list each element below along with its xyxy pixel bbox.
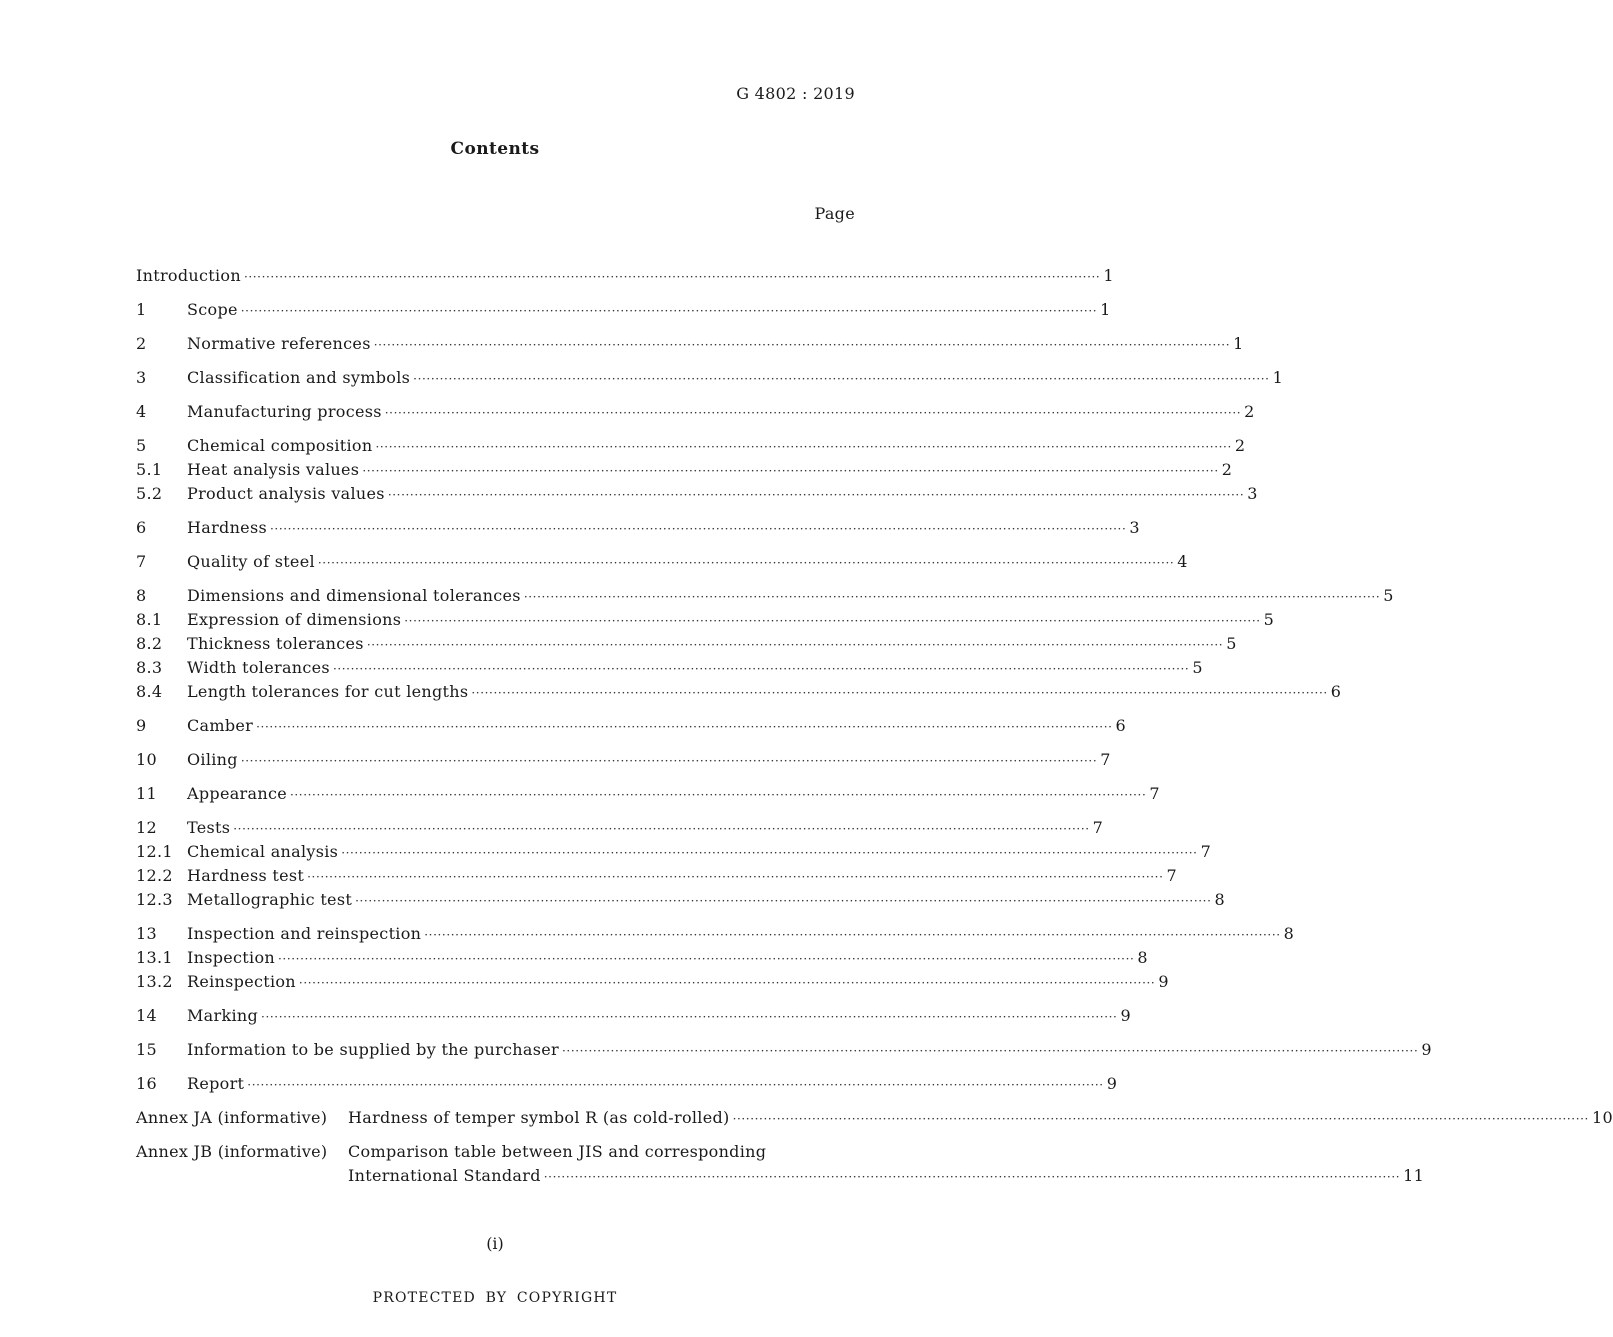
- toc-entry-page: 1: [1233, 334, 1244, 353]
- toc-entry-title: Quality of steel: [187, 552, 315, 571]
- dot-leader: [413, 368, 1269, 389]
- toc-entry[interactable]: [136, 402, 1255, 426]
- toc-entry-page: 9: [1158, 972, 1169, 991]
- toc-entry-number: 8.1: [136, 610, 163, 629]
- toc-entry-title: Tests: [187, 818, 231, 837]
- toc-entry[interactable]: [136, 972, 1169, 996]
- toc-entry-page: 6: [1115, 716, 1127, 735]
- toc-entry[interactable]: [136, 842, 1212, 866]
- toc-entry-page: 7: [1166, 866, 1177, 885]
- toc-entry-number: 13: [136, 924, 157, 943]
- page-folio: (i): [486, 1234, 504, 1253]
- dot-leader: [307, 866, 1163, 887]
- toc-entry-title: Appearance: [187, 784, 287, 803]
- dot-leader: [261, 1006, 1117, 1027]
- dot-leader: [544, 1166, 1400, 1187]
- toc-entry-number: 16: [136, 1074, 157, 1093]
- toc-entry-title: Inspection and reinspection: [187, 924, 422, 943]
- toc-entry-title: Dimensions and dimensional tolerances: [187, 586, 521, 605]
- toc-entry[interactable]: [136, 1074, 1118, 1098]
- table-of-contents: [136, 266, 1613, 1190]
- toc-entry-page: 3: [1247, 484, 1258, 503]
- toc-entry-number: 5.2: [136, 484, 163, 503]
- toc-entry-page: 2: [1234, 436, 1246, 455]
- toc-annex-entry[interactable]: [136, 1142, 1425, 1190]
- annex-title-line: Hardness of temper symbol R (as cold-rolled): [348, 1108, 730, 1127]
- toc-entry[interactable]: [136, 784, 1160, 808]
- toc-entry-page: 7: [1092, 818, 1104, 837]
- toc-entry-page: 7: [1200, 842, 1212, 861]
- toc-entry[interactable]: [136, 948, 1148, 972]
- toc-entry-page: 7: [1100, 750, 1111, 769]
- toc-entry[interactable]: [136, 924, 1295, 948]
- dot-leader: [733, 1108, 1589, 1129]
- toc-entry-number: 9: [136, 716, 147, 735]
- standard-number: G 4802 : 2019: [736, 84, 855, 103]
- toc-entry[interactable]: [136, 1040, 1432, 1064]
- toc-entry-number: 14: [136, 1006, 157, 1025]
- toc-entry-page: 9: [1120, 1006, 1131, 1025]
- toc-entry-page: 5: [1192, 658, 1203, 677]
- annex-title-line: International Standard: [348, 1166, 541, 1185]
- toc-entry-number: 12.3: [136, 890, 173, 909]
- dot-leader: [562, 1040, 1418, 1061]
- dot-leader: [278, 948, 1134, 969]
- toc-entry-title: Metallographic test: [187, 890, 353, 909]
- copyright-notice: PROTECTED BY COPYRIGHT: [372, 1290, 618, 1306]
- annex-page: 11: [1403, 1166, 1425, 1185]
- toc-entry-title: Heat analysis values: [187, 460, 360, 479]
- toc-entry-number: 5.1: [136, 460, 163, 479]
- toc-entry-number: 5: [136, 436, 147, 455]
- toc-entry[interactable]: [136, 552, 1188, 576]
- toc-entry-title: Camber: [187, 716, 254, 735]
- toc-entry-title: Inspection: [187, 948, 275, 967]
- toc-entry[interactable]: [136, 750, 1111, 774]
- toc-entry-number: 12.1: [136, 842, 173, 861]
- toc-entry-number: 15: [136, 1040, 157, 1059]
- dot-leader: [385, 402, 1241, 423]
- dot-leader: [388, 484, 1244, 505]
- toc-entry-page: 9: [1106, 1074, 1118, 1093]
- dot-leader: [270, 518, 1126, 539]
- toc-entry-page: 2: [1244, 402, 1255, 421]
- toc-entry-title: Introduction: [136, 266, 241, 285]
- toc-entry-number: 10: [136, 750, 157, 769]
- toc-entry-number: 2: [136, 334, 147, 353]
- toc-entry-number: 12: [136, 818, 157, 837]
- toc-entry[interactable]: [136, 300, 1111, 324]
- toc-entry-number: 4: [136, 402, 147, 421]
- toc-entry[interactable]: [136, 866, 1177, 890]
- toc-entry[interactable]: [136, 682, 1342, 706]
- toc-entry-number: 13.2: [136, 972, 173, 991]
- toc-entry[interactable]: [136, 368, 1284, 392]
- toc-entry-number: 6: [136, 518, 147, 537]
- toc-entry-title: Classification and symbols: [187, 368, 411, 387]
- toc-entry-number: 7: [136, 552, 147, 571]
- dot-leader: [241, 750, 1097, 771]
- toc-entry[interactable]: [136, 484, 1258, 508]
- toc-entry-number: 8: [136, 586, 147, 605]
- toc-entry-title: Product analysis values: [187, 484, 385, 503]
- page-column-label: Page: [814, 204, 855, 223]
- page-title: Contents: [450, 139, 540, 159]
- toc-entry-title: Oiling: [187, 750, 238, 769]
- toc-entry-title: Normative references: [187, 334, 371, 353]
- toc-entry-title: Hardness: [187, 518, 267, 537]
- dot-leader: [374, 334, 1230, 355]
- toc-entry[interactable]: [136, 1006, 1131, 1030]
- dot-leader: [355, 890, 1211, 911]
- toc-entry-number: 3: [136, 368, 147, 387]
- toc-entry[interactable]: [136, 658, 1203, 682]
- toc-entry-title: Manufacturing process: [187, 402, 382, 421]
- dot-leader: [524, 586, 1380, 607]
- dot-leader: [299, 972, 1155, 993]
- annex-name: Annex JA (informative): [136, 1108, 328, 1127]
- toc-entry[interactable]: [136, 610, 1275, 634]
- dot-leader: [471, 682, 1327, 703]
- toc-entry-number: 8.3: [136, 658, 163, 677]
- toc-entry-title: Thickness tolerances: [187, 634, 364, 653]
- toc-entry[interactable]: [136, 460, 1233, 484]
- toc-entry-page: 2: [1221, 460, 1233, 479]
- toc-entry[interactable]: [136, 716, 1127, 740]
- annex-name: Annex JB (informative): [136, 1142, 328, 1161]
- toc-entry-title: Report: [187, 1074, 245, 1093]
- dot-leader: [256, 716, 1112, 737]
- toc-entry-number: 8.4: [136, 682, 163, 701]
- toc-entry-number: 1: [136, 300, 147, 319]
- toc-entry-title: Length tolerances for cut lengths: [187, 682, 469, 701]
- toc-entry-title: Scope: [187, 300, 238, 319]
- toc-entry-page: 7: [1149, 784, 1160, 803]
- toc-entry-title: Marking: [187, 1006, 259, 1025]
- dot-leader: [333, 658, 1189, 679]
- toc-entry-page: 6: [1330, 682, 1342, 701]
- annex-title-line: Comparison table between JIS and corresponding: [348, 1142, 767, 1161]
- toc-entry[interactable]: [136, 890, 1225, 914]
- toc-entry-page: 3: [1129, 518, 1140, 537]
- toc-entry-title: Information to be supplied by the purchaser: [187, 1040, 559, 1059]
- toc-entry-number: 12.2: [136, 866, 173, 885]
- dot-leader: [341, 842, 1197, 863]
- toc-entry-title: Chemical composition: [187, 436, 373, 455]
- dot-leader: [233, 818, 1089, 839]
- dot-leader: [375, 436, 1231, 457]
- dot-leader: [318, 552, 1174, 573]
- dot-leader: [241, 300, 1097, 321]
- toc-entry-page: 5: [1263, 610, 1275, 629]
- toc-entry-number: 13.1: [136, 948, 173, 967]
- toc-entry-page: 8: [1283, 924, 1295, 943]
- toc-entry-number: 11: [136, 784, 157, 803]
- toc-entry-page: 4: [1177, 552, 1188, 571]
- dot-leader: [247, 1074, 1103, 1095]
- toc-entry-page: 8: [1214, 890, 1225, 909]
- toc-entry[interactable]: [136, 518, 1140, 542]
- toc-entry[interactable]: [136, 436, 1246, 460]
- toc-entry[interactable]: [136, 334, 1244, 358]
- dot-leader: [367, 634, 1223, 655]
- toc-entry-number: 8.2: [136, 634, 163, 653]
- toc-entry[interactable]: [136, 818, 1104, 842]
- dot-leader: [290, 784, 1146, 805]
- toc-entry[interactable]: [136, 634, 1237, 658]
- toc-entry-title: Chemical analysis: [187, 842, 339, 861]
- toc-entry-title: Reinspection: [187, 972, 296, 991]
- toc-entry-page: 1: [1100, 300, 1111, 319]
- dot-leader: [424, 924, 1280, 945]
- toc-entry-page: 8: [1137, 948, 1148, 967]
- toc-entry[interactable]: [136, 586, 1394, 610]
- toc-annex-entry[interactable]: [136, 1108, 1613, 1132]
- toc-entry-title: Expression of dimensions: [187, 610, 402, 629]
- toc-entry-page: 5: [1226, 634, 1237, 653]
- toc-entry-page: 1: [1272, 368, 1284, 387]
- dot-leader: [362, 460, 1218, 481]
- toc-entry[interactable]: [136, 266, 1114, 290]
- toc-entry-page: 1: [1103, 266, 1114, 285]
- toc-entry-page: 9: [1421, 1040, 1432, 1059]
- toc-entry-title: Hardness test: [187, 866, 305, 885]
- toc-entry-page: 5: [1383, 586, 1394, 605]
- toc-entry-title: Width tolerances: [187, 658, 330, 677]
- annex-page: 10: [1591, 1108, 1613, 1127]
- dot-leader: [244, 266, 1100, 287]
- dot-leader: [404, 610, 1260, 631]
